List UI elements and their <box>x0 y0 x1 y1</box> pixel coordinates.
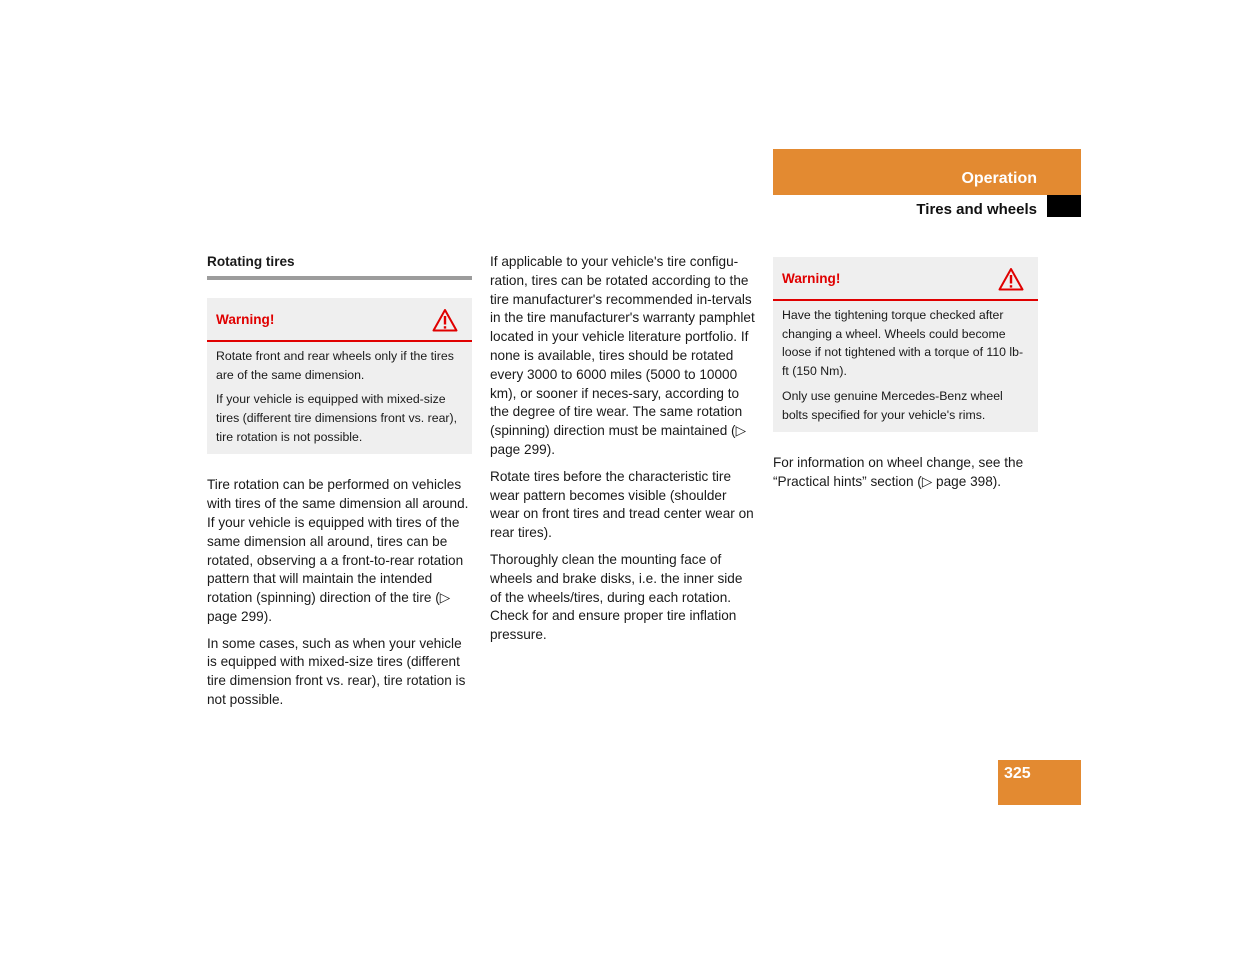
warning-body <box>773 301 1038 432</box>
body-paragraph: If applicable to your vehicle's tire configu-ration, tires can be rotated according to the tire manufacturer's recommended in-tervals in the tire manufacturer's warranty pamphlet located in your vehicle literature portfolio. If none is available, tires should be rotated every 3000 to 6000 miles (5000 to 10000 km), or sooner if neces-sary, according to the degree of tire wear. The same rotation (spinning) direction must be maintained (▷ page 299). <box>490 254 755 457</box>
warning-text: Only use genuine Mercedes-Benz wheel bolts specified for your vehicle's rims. <box>782 388 1003 422</box>
warning-label: Warning! <box>216 311 275 327</box>
section-title: Tires and wheels <box>916 201 1037 218</box>
warning-label: Warning! <box>782 271 841 286</box>
warning-triangle-icon <box>432 308 458 332</box>
column-3 <box>773 257 1038 500</box>
warning-header <box>207 298 472 342</box>
section-tab-marker <box>1047 195 1081 217</box>
warning-text: Rotate front and rear wheels only if the tires are of the same dimension. <box>216 348 454 382</box>
chapter-title: Operation <box>961 170 1037 187</box>
warning-text: If your vehicle is equipped with mixed-size tires (different tire dimensions front vs. rear), tire rotation is not possible. <box>216 392 458 444</box>
body-paragraph: Tire rotation can be performed on vehicles with tires of the same dimension all around. If your vehicle is equipped with tires of the same dimension all around, tires can be rotated, observing a a front-to-rear rotation pattern that will maintain the intended rotation (spinning) direction of the tire (▷ page 299). <box>207 477 469 624</box>
page-number: 325 <box>1004 765 1031 782</box>
warning-triangle-icon <box>998 267 1024 291</box>
rotating-tires-heading: Rotating tires <box>207 253 472 280</box>
body-paragraph: In some cases, such as when your vehicle is equipped with mixed-size tires (different tire dimension front vs. rear), tire rotation is not possible. <box>207 635 466 708</box>
chapter-header-bar <box>773 149 1081 195</box>
body-paragraph: For information on wheel change, see the “Practical hints” section (▷ page 398). <box>773 455 1024 490</box>
column-2 <box>490 253 755 653</box>
warning-box-rotation <box>207 298 472 455</box>
column-1 <box>207 253 472 718</box>
warning-header <box>773 257 1038 301</box>
warning-box-torque <box>773 257 1038 432</box>
body-paragraph: Thoroughly clean the mounting face of wheels and brake disks, i.e. the inner side of the wheels/tires, during each rotation. Check for and ensure proper tire inflation pressure. <box>490 551 743 643</box>
warning-body <box>207 342 472 455</box>
page-number-box <box>998 760 1081 805</box>
body-paragraph: Rotate tires before the characteristic tire wear pattern becomes visible (shoulder wear on front tires and tread center wear on rear tires). <box>490 468 754 541</box>
warning-text: Have the tightening torque checked after changing a wheel. Wheels could become loose if not tightened with a torque of 110 lb-ft (150 Nm). <box>782 308 1024 379</box>
